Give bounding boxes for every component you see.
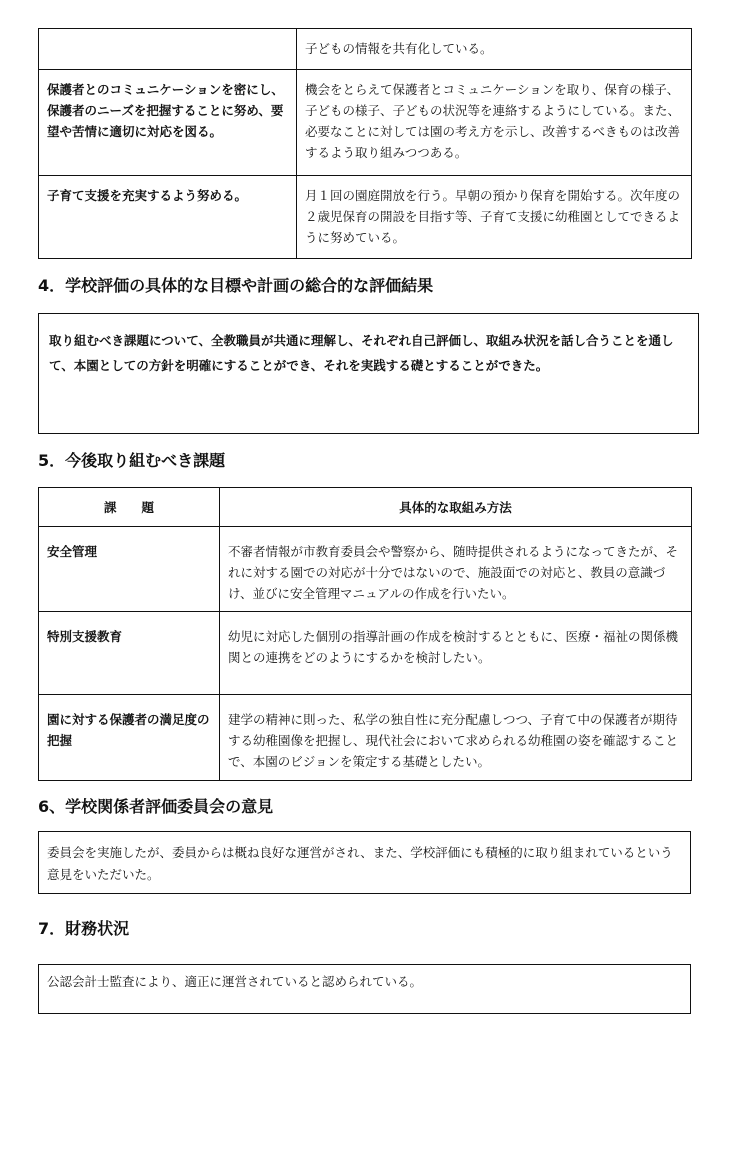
issue-method: 建学の精神に則った、私学の独自性に充分配慮しつつ、子育て中の保護者が期待する幼稚園像を把握し、現代社会において求められる幼稚園の姿を確認することで、本園のビジョンを策定する基礎としたい。 — [220, 695, 692, 781]
evaluation-item: 子育て支援を充実するよう努める。 — [39, 176, 297, 259]
table-row — [39, 695, 692, 781]
section-heading-5: 5．今後取り組むべき課題 — [38, 451, 226, 470]
evaluation-table-continued — [38, 28, 692, 259]
committee-opinion-text: 委員会を実施したが、委員からは概ね良好な運営がされ、また、学校評価にも積極的に取り組まれているという意見をいただいた。 — [47, 845, 673, 882]
issue-name: 安全管理 — [39, 527, 220, 612]
committee-opinion-box — [38, 831, 691, 894]
table-header-row — [39, 488, 692, 527]
column-header-method: 具体的な取組み方法 — [220, 488, 692, 527]
issues-table — [38, 487, 692, 781]
section-heading-7: 7．財務状況 — [38, 919, 130, 938]
table-row — [39, 70, 692, 176]
section-heading-4: 4．学校評価の具体的な目標や計画の総合的な評価結果 — [38, 276, 434, 295]
issue-method: 不審者情報が市教育委員会や警察から、随時提供されるようになってきたが、それに対する園での対応が十分ではないので、施設面での対応と、教員の意識づけ、並びに安全管理マニュアルの作成を行いたい。 — [220, 527, 692, 612]
table-row — [39, 29, 692, 70]
evaluation-item — [39, 29, 297, 70]
issue-method: 幼児に対応した個別の指導計画の作成を検討するとともに、医療・福祉の関係機関との連携をどのようにするかを検討したい。 — [220, 612, 692, 695]
financial-status-box — [38, 964, 691, 1014]
table-row — [39, 612, 692, 695]
section4-result-text: 取り組むべき課題について、全教職員が共通に理解し、それぞれ自己評価し、取組み状況を話し合うことを通して、本園としての方針を明確にすることができ、それを実践する礎とすることができた。 — [49, 333, 674, 373]
table-row — [39, 176, 692, 259]
column-header-issue: 課 題 — [39, 488, 220, 527]
issue-name: 特別支援教育 — [39, 612, 220, 695]
section4-result-box — [38, 313, 699, 434]
table-row — [39, 527, 692, 612]
evaluation-status: 子どもの情報を共有化している。 — [297, 29, 692, 70]
section-heading-6: 6、学校関係者評価委員会の意見 — [38, 797, 274, 816]
evaluation-item: 保護者とのコミュニケーションを密にし、保護者のニーズを把握することに努め、要望や苦情に適切に対応を図る。 — [39, 70, 297, 176]
financial-status-text: 公認会計士監査により、適正に運営されていると認められている。 — [47, 974, 423, 989]
issue-name: 園に対する保護者の満足度の把握 — [39, 695, 220, 781]
evaluation-status: 月１回の園庭開放を行う。早朝の預かり保育を開始する。次年度の２歳児保育の開設を目指す等、子育て支援に幼稚園としてできるように努めている。 — [297, 176, 692, 259]
evaluation-status: 機会をとらえて保護者とコミュニケーションを取り、保育の様子、子どもの様子、子どもの状況等を連絡するようにしている。また、必要なことに対しては園の考え方を示し、改善するべきものは改善するよう取り組みつつある。 — [297, 70, 692, 176]
